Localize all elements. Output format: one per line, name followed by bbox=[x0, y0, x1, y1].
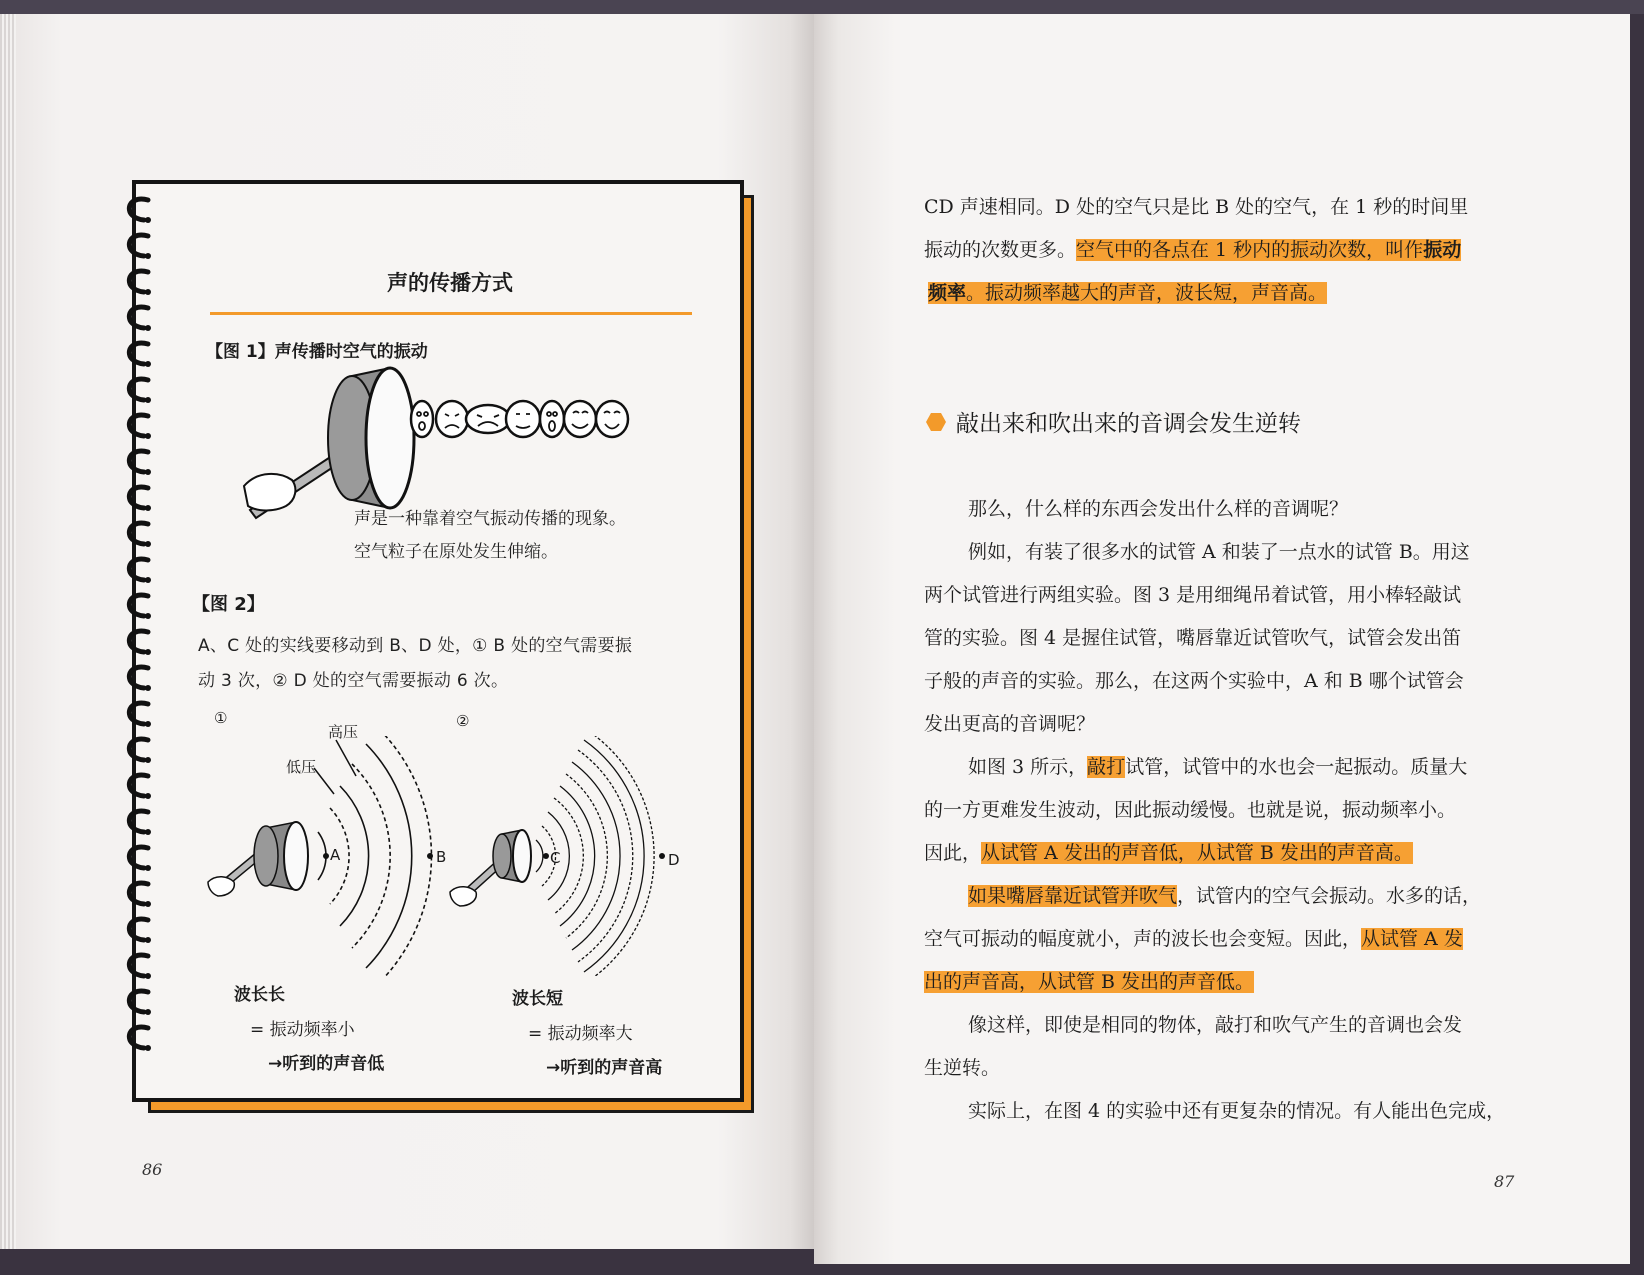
point-a: A bbox=[330, 846, 341, 864]
text-line: 生逆转。 bbox=[924, 1057, 1001, 1079]
text-line: 子般的声音的实验。那么，在这两个实验中，A 和 B 哪个试管会 bbox=[924, 670, 1464, 692]
text-span: 振动的次数更多。 bbox=[924, 239, 1077, 261]
point-b: B bbox=[436, 848, 447, 866]
right-result-line1: = 振动频率大 bbox=[528, 1024, 633, 1044]
fig1-caption-line1: 声是一种靠着空气振动传播的现象。 bbox=[354, 509, 626, 529]
text-span: CD 声速相同。D 处的空气只是比 B 处的空气，在 1 秒的时间里 bbox=[924, 196, 1469, 218]
point-c: C bbox=[550, 849, 561, 867]
text-line: 管的实验。图 4 是握住试管，嘴唇靠近试管吹气，试管会发出笛 bbox=[924, 627, 1462, 649]
section-heading: 敲出来和吹出来的音调会发生逆转 bbox=[956, 411, 1301, 437]
text-line: 例如，有装了很多水的试管 A 和装了一点水的试管 B。用这 bbox=[968, 541, 1470, 563]
text-line bbox=[924, 192, 1516, 219]
fig1-label: 【图 1】声传播时空气的振动 bbox=[206, 342, 428, 362]
label-low-pressure: 低压 bbox=[286, 758, 317, 776]
fig2-text-line2: 动 3 次，② D 处的空气需要振动 6 次。 bbox=[198, 671, 509, 691]
marker-2: ② bbox=[456, 712, 470, 730]
hexagon-bullet-icon bbox=[926, 412, 946, 432]
text-line bbox=[924, 967, 1516, 994]
text-line: 两个试管进行两组实验。图 3 是用细绳吊着试管，用小棒轻敲试 bbox=[924, 584, 1462, 606]
left-result-line1: = 振动频率小 bbox=[250, 1020, 355, 1040]
box-title: 声的传播方式 bbox=[387, 271, 513, 295]
highlight-span: 从试管 A 发出的声音低，从试管 B 发出的声音高。 bbox=[981, 842, 1413, 864]
text-span: 如图 3 所示， bbox=[968, 756, 1088, 778]
text-line bbox=[968, 752, 1560, 779]
spiral-rings bbox=[118, 196, 164, 1076]
fig2-text-line1: A、C 处的实线要移动到 B、D 处，① B 处的空气需要振 bbox=[198, 636, 633, 656]
left-result-line2: →听到的声音低 bbox=[268, 1054, 385, 1074]
text-line bbox=[928, 278, 1520, 305]
text-line: 像这样，即使是相同的物体，敲打和吹气产生的音调也会发 bbox=[968, 1014, 1463, 1036]
text-line: 实际上，在图 4 的实验中还有更复杂的情况。有人能出色完成， bbox=[968, 1100, 1506, 1122]
text-span: 空气可振动的幅度就小，声的波长也会变短。因此， bbox=[924, 928, 1362, 950]
fig1-caption-line2: 空气粒子在原处发生伸缩。 bbox=[354, 542, 558, 562]
highlight-bold-span: 频率 bbox=[928, 282, 967, 304]
page-edges bbox=[0, 14, 16, 1249]
highlight-span: 敲打 bbox=[1087, 756, 1126, 778]
right-result-line2: →听到的声音高 bbox=[546, 1058, 663, 1078]
text-span: 试管，试管中的水也会一起振动。质量大 bbox=[1125, 756, 1468, 778]
highlight-span: 如果嘴唇靠近试管并吹气 bbox=[968, 885, 1178, 907]
highlight-bold-span: 振动 bbox=[1423, 239, 1462, 261]
text-line bbox=[968, 881, 1560, 908]
text-line bbox=[924, 924, 1516, 951]
marker-1: ① bbox=[214, 709, 228, 727]
text-span: ，试管内的空气会振动。水多的话， bbox=[1177, 885, 1482, 907]
left-result-title: 波长长 bbox=[234, 985, 285, 1005]
text-line: 发出更高的音调呢？ bbox=[924, 713, 1096, 735]
highlight-span: 空气中的各点在 1 秒内的振动次数，叫作 bbox=[1076, 239, 1424, 261]
text-line: 那么，什么样的东西会发出什么样的音调呢？ bbox=[968, 498, 1349, 520]
page-number-left: 86 bbox=[142, 1160, 163, 1179]
text-line: 的一方更难发生波动，因此振动缓慢。也就是说，振动频率小。 bbox=[924, 799, 1457, 821]
highlight-span: 从试管 A 发 bbox=[1361, 928, 1463, 950]
fig2-label: 【图 2】 bbox=[192, 594, 265, 615]
point-d: D bbox=[668, 851, 680, 869]
text-line bbox=[924, 235, 1516, 262]
fig1-drum-illustration bbox=[240, 362, 660, 522]
highlight-span: 出的声音高，从试管 B 发出的声音低。 bbox=[924, 971, 1255, 993]
right-result-title: 波长短 bbox=[512, 989, 563, 1009]
text-line bbox=[924, 838, 1516, 865]
label-high-pressure: 高压 bbox=[328, 723, 359, 741]
highlight-span: 。振动频率越大的声音，波长短，声音高。 bbox=[966, 282, 1328, 304]
text-span: 因此， bbox=[924, 842, 982, 864]
title-rule bbox=[210, 312, 692, 315]
page-number-right: 87 bbox=[1494, 1172, 1515, 1191]
